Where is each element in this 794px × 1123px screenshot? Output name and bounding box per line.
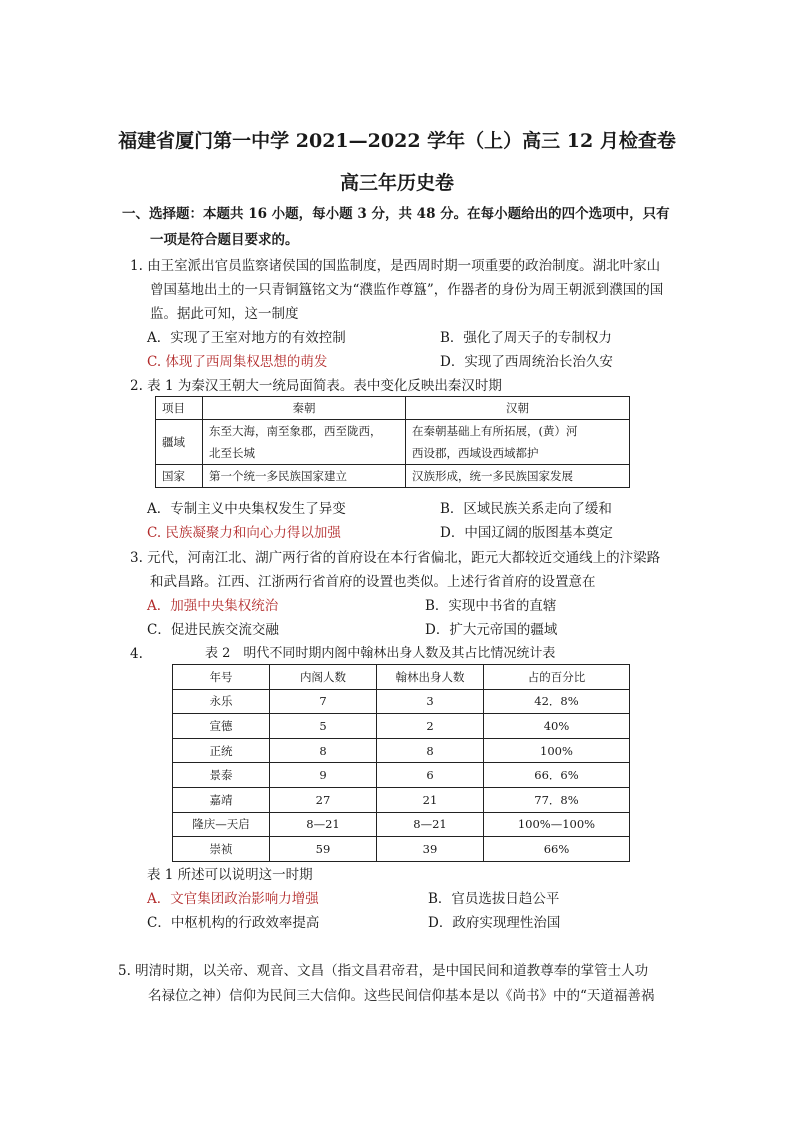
q4-stem: 表 1 所述可以说明这一时期 [147, 867, 313, 883]
table-header-cell: 汉朝 [406, 397, 630, 420]
section-heading-cont: 一项是符合题目要求的。 [150, 232, 299, 248]
table-cell: 疆域 [156, 420, 203, 465]
table-cell: 40% [484, 714, 630, 739]
q2-option-d[interactable]: D．中国辽阔的版图基本奠定 [440, 525, 613, 541]
cell-text: 在秦朝基础上有所拓展，(黄）河 [412, 424, 578, 438]
table-row [156, 465, 630, 488]
q4-number: 4. [130, 646, 143, 662]
table-row [173, 738, 630, 763]
cell-text: 西设郡，西域设西域都护 [412, 446, 539, 460]
table-cell: 27 [270, 787, 377, 812]
q5-stem: 5. 明清时期，以关帝、观音、文昌（指文昌君帝君，是中国民间和道教尊奉的掌管士人功 [118, 963, 649, 979]
table-cell: 正统 [173, 738, 270, 763]
table-row [156, 420, 630, 465]
table-cell: 嘉靖 [173, 787, 270, 812]
table-row [173, 689, 630, 714]
q2-stem: 2. 表 1 为秦汉王朝大一统局面简表。表中变化反映出秦汉时期 [130, 378, 502, 394]
table-header-cell: 年号 [173, 665, 270, 690]
q1-option-b[interactable]: B．强化了周天子的专制权力 [440, 330, 612, 346]
exam-subtitle: 高三年历史卷 [339, 172, 454, 194]
cell-text: 东至大海，南至象郡，西至陇西， [209, 424, 382, 438]
q2-table [155, 396, 630, 488]
q4-option-b[interactable]: B．官员选拔日趋公平 [428, 891, 560, 907]
exam-title: 福建省厦门第一中学 2021—2022 学年（上）高三 12 月检查卷 [118, 130, 676, 152]
q1-stem-line3: 监。据此可知，这一制度 [150, 306, 299, 322]
q2-option-b[interactable]: B．区域民族关系走向了缓和 [440, 501, 612, 517]
table-cell: 3 [377, 689, 484, 714]
table-cell: 7 [270, 689, 377, 714]
q3-option-c[interactable]: C．促进民族交流交融 [147, 622, 279, 638]
q4-option-c[interactable]: C．中枢机构的行政效率提高 [147, 915, 320, 931]
table-cell: 8 [270, 738, 377, 763]
table-cell: 6 [377, 763, 484, 788]
q1-stem-line2: 曾国墓地出土的一只青铜簋铭文为“濮监作尊簋”，作器者的身份为周王朝派到濮国的国 [150, 282, 664, 298]
table-cell: 第一个统一多民族国家建立 [203, 465, 406, 488]
table-cell: 隆庆—天启 [173, 812, 270, 837]
table-cell: 宣德 [173, 714, 270, 739]
table-header-cell: 占的百分比 [484, 665, 630, 690]
table-cell: 2 [377, 714, 484, 739]
table-cell: 66．6% [484, 763, 630, 788]
table-cell: 59 [270, 837, 377, 862]
table-cell [406, 420, 630, 465]
section-heading: 一、选择题：本题共 16 小题，每小题 3 分，共 48 分。在每小题给出的四个选项中，只有 [122, 206, 670, 222]
q1-option-d[interactable]: D．实现了西周统治长治久安 [440, 354, 613, 370]
table-row [173, 812, 630, 837]
table-header-cell: 秦朝 [203, 397, 406, 420]
table-row [173, 837, 630, 862]
q4-table-caption: 表 2 明代不同时期内阁中翰林出身人数及其占比情况统计表 [205, 646, 556, 661]
table-header-cell: 项目 [156, 397, 203, 420]
q2-option-c[interactable]: C. 民族凝聚力和向心力得以加强 [147, 525, 341, 541]
q3-option-d[interactable]: D．扩大元帝国的疆域 [425, 622, 558, 638]
table-cell: 66% [484, 837, 630, 862]
table-cell: 5 [270, 714, 377, 739]
table-row [173, 714, 630, 739]
table-row [173, 787, 630, 812]
q4-option-a[interactable]: A．文官集团政治影响力增强 [147, 891, 319, 907]
table-cell: 9 [270, 763, 377, 788]
table-row [173, 763, 630, 788]
table-cell: 崇祯 [173, 837, 270, 862]
table-cell: 100% [484, 738, 630, 763]
table-cell: 8—21 [270, 812, 377, 837]
table-header-cell: 翰林出身人数 [377, 665, 484, 690]
q3-option-a[interactable]: A．加强中央集权统治 [147, 598, 279, 614]
q1-stem: 1. 由王室派出官员监察诸侯国的国监制度，是西周时期一项重要的政治制度。湖北叶家山 [130, 258, 661, 274]
q4-table [172, 664, 630, 862]
table-cell: 42．8% [484, 689, 630, 714]
q3-option-b[interactable]: B．实现中书省的直辖 [425, 598, 557, 614]
table-cell: 8 [377, 738, 484, 763]
table-cell: 77．8% [484, 787, 630, 812]
q3-stem: 3. 元代，河南江北、湖广两行省的首府设在本行省偏北，距元大都较近交通线上的汴梁路 [130, 550, 661, 566]
table-cell: 景泰 [173, 763, 270, 788]
table-cell: 39 [377, 837, 484, 862]
q5-stem-line2: 名禄位之神）信仰为民间三大信仰。这些民间信仰基本是以《尚书》中的“天道福善祸 [148, 988, 655, 1004]
table-header-cell: 内阁人数 [270, 665, 377, 690]
q1-option-c[interactable]: C. 体现了西周集权思想的萌发 [147, 354, 328, 370]
table-cell: 国家 [156, 465, 203, 488]
table-cell: 100%—100% [484, 812, 630, 837]
q2-option-a[interactable]: A．专制主义中央集权发生了异变 [147, 501, 346, 517]
q1-option-a[interactable]: A．实现了王室对地方的有效控制 [147, 330, 346, 346]
table-cell [203, 420, 406, 465]
cell-text: 北至长城 [209, 446, 255, 460]
table-cell: 汉族形成，统一多民族国家发展 [406, 465, 630, 488]
q4-option-d[interactable]: D．政府实现理性治国 [428, 915, 561, 931]
table-row [173, 665, 630, 690]
table-cell: 21 [377, 787, 484, 812]
q3-stem-line2: 和武昌路。江西、江浙两行省首府的设置也类似。上述行省首府的设置意在 [150, 574, 596, 590]
table-row [156, 397, 630, 420]
table-cell: 永乐 [173, 689, 270, 714]
table-cell: 8—21 [377, 812, 484, 837]
